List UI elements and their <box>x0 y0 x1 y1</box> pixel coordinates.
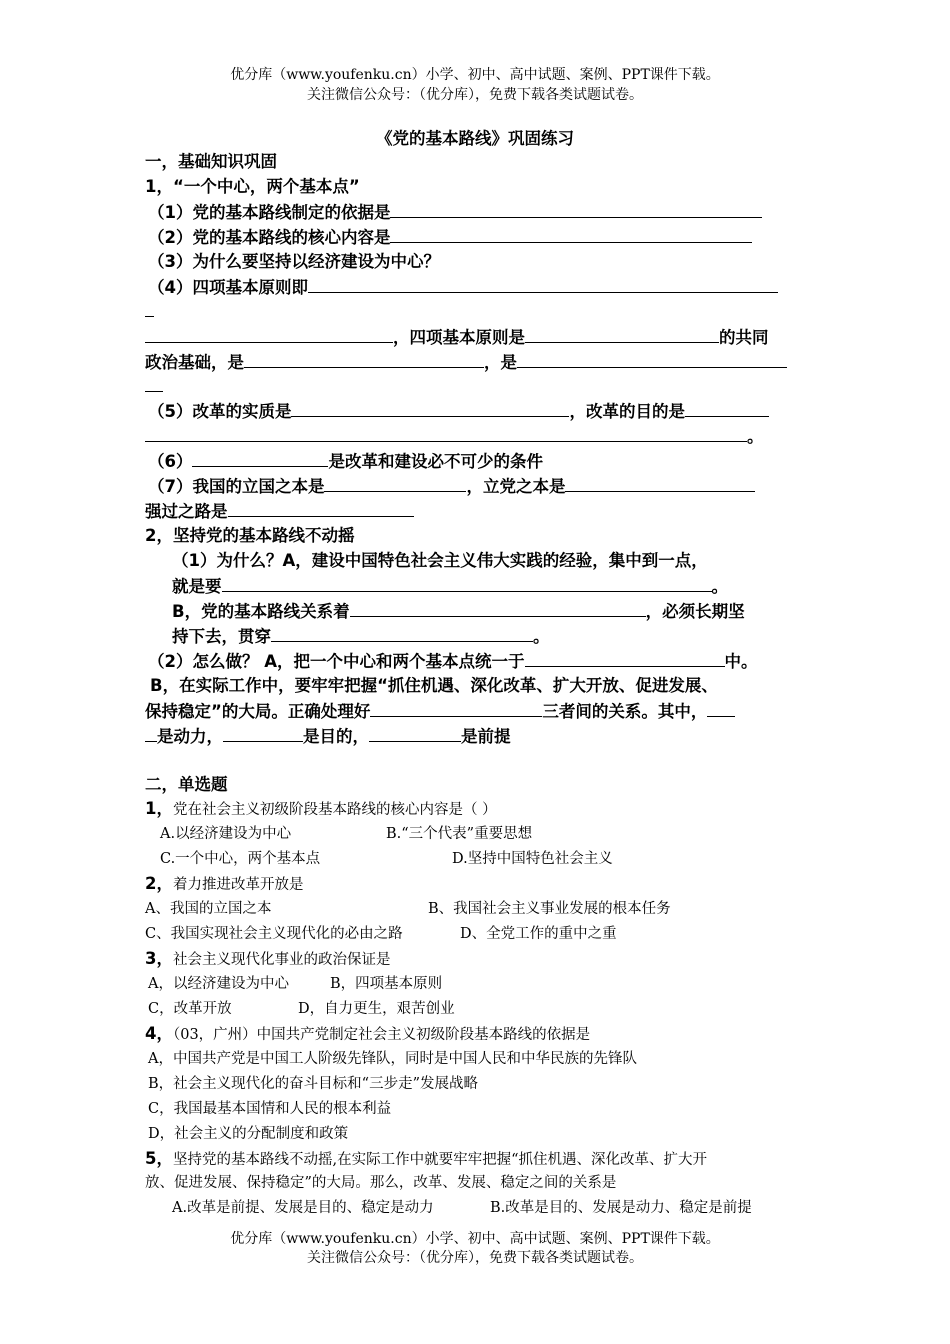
page-title: 《党的基本路线》巩固练习 <box>376 129 574 148</box>
mc-q4: 4，（03，广州）中国共产党制定社会主义初级阶段基本路线的依据是 <box>145 1024 591 1043</box>
mc-q4-c: C，我国最基本国情和人民的根本利益 <box>148 1101 392 1117</box>
q2-title: 2，坚持党的基本路线不动摇 <box>145 526 355 545</box>
mc-q3-d: D，自力更生，艰苦创业 <box>298 1001 455 1017</box>
mc-q4-b: B，社会主义现代化的奋斗目标和“三步走”发展战略 <box>148 1076 478 1092</box>
q1-7-line2: 强过之路是 <box>145 500 414 523</box>
mc-q4-a: A，中国共产党是中国工人阶级先锋队，同时是中国人民和中华民族的先锋队 <box>148 1051 637 1067</box>
mc-q5: 5，坚持党的基本路线不动摇,在实际工作中就要牢牢把握“抓住机遇、深化改革、扩大开 <box>145 1149 708 1168</box>
q1-2: （2）党的基本路线的核心内容是 <box>148 226 752 249</box>
mc-q1-c: C.一个中心，两个基本点 <box>160 851 321 867</box>
q2-2-d: 是动力， 是目的， 是前提 <box>145 725 511 748</box>
mc-q5-line2: 放、促进发展、保持稳定”的大局。那么，改革、发展、稳定之间的关系是 <box>145 1175 617 1191</box>
mc-q4-d: D，社会主义的分配制度和政策 <box>148 1126 349 1142</box>
q2-2-c: 保持稳定”的大局。正确处理好 三者间的关系。其中， <box>145 700 735 723</box>
footer-line-2: 关注微信公众号：（优分库），免费下载各类试题试卷。 <box>307 1250 643 1266</box>
mc-q2: 2，着力推进改革开放是 <box>145 874 304 893</box>
q2-1-b: 就是要 。 <box>172 577 728 596</box>
mc-q3-a: A，以经济建设为中心 <box>148 976 289 992</box>
q2-2-b: B，在实际工作中，要牢牢把握“抓住机遇、深化改革、扩大开放、促进发展、 <box>150 676 718 695</box>
q1-6: （6） 是改革和建设必不可少的条件 <box>148 452 543 471</box>
q2-1-a: （1）为什么？A，建设中国特色社会主义伟大实践的经验，集中到一点， <box>172 551 708 570</box>
q1-1: （1）党的基本路线制定的依据是 <box>148 201 762 224</box>
q1-4-line2: ，四项基本原则是 的共同 <box>145 326 769 349</box>
q1-4-dash <box>145 300 154 323</box>
mc-q2-c: C、我国实现社会主义现代化的必由之路 <box>145 926 403 942</box>
q1-5: （5）改革的实质是 ，改革的目的是 <box>148 400 769 423</box>
q1-4-line3: 政治基础，是 ，是 <box>145 351 787 374</box>
mc-q3: 3，社会主义现代化事业的政治保证是 <box>145 949 391 968</box>
section1-heading: 一，基础知识巩固 <box>145 152 277 171</box>
q1-4: （4）四项基本原则即 <box>148 276 778 299</box>
q1-title: 1，“一个中心，两个基本点” <box>145 177 360 196</box>
mc-q1-d: D.坚持中国特色社会主义 <box>452 851 613 867</box>
header-line-2: 关注微信公众号：（优分库），免费下载各类试题试卷。 <box>307 87 643 103</box>
mc-q1-b: B.“三个代表”重要思想 <box>386 826 533 842</box>
q1-5-line2: 。 <box>145 425 764 448</box>
mc-q3-b: B，四项基本原则 <box>330 976 443 992</box>
mc-q2-a: A、我国的立国之本 <box>145 901 272 917</box>
mc-q1-a: A.以经济建设为中心 <box>160 826 292 842</box>
mc-q5-b: B.改革是目的、发展是动力、稳定是前提 <box>490 1200 752 1216</box>
q2-2-a: （2）怎么做？ A，把一个中心和两个基本点统一于 中。 <box>148 652 758 671</box>
q1-3: （3）为什么要坚持以经济建设为中心？ <box>148 252 440 271</box>
section2-heading: 二，单选题 <box>145 775 228 794</box>
mc-q5-a: A.改革是前提、发展是目的、稳定是动力 <box>172 1200 434 1216</box>
q1-7: （7）我国的立国之本是 ，立党之本是 <box>148 475 755 498</box>
mc-q2-d: D、全党工作的重中之重 <box>460 926 617 942</box>
footer-line-1: 优分库（www.youfenku.cn）小学、初中、高中试题、案例、PPT课件下载。 <box>230 1231 720 1247</box>
mc-q1: 1，党在社会主义初级阶段基本路线的核心内容是（ ） <box>145 799 497 818</box>
mc-q2-b: B、我国社会主义事业发展的根本任务 <box>428 901 671 917</box>
header-line-1: 优分库（www.youfenku.cn）小学、初中、高中试题、案例、PPT课件下载。 <box>230 67 720 83</box>
q2-1-d: 持下去，贯穿 。 <box>172 627 550 646</box>
q1-4-dash2 <box>145 375 163 398</box>
mc-q3-c: C，改革开放 <box>148 1001 232 1017</box>
q2-1-c: B，党的基本路线关系着 ，必须长期坚 <box>172 602 745 621</box>
